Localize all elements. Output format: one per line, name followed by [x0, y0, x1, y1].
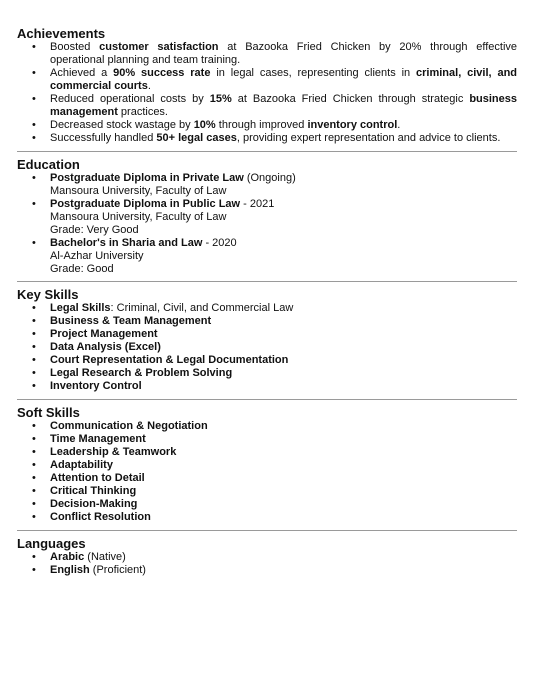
achievement-text: criminal, civil, and commercial courts [50, 67, 518, 92]
achievement-text: in legal cases, representing clients in [210, 67, 417, 79]
list-item [17, 328, 517, 341]
achievements-list [17, 41, 517, 145]
section-heading-achievements: Achievements [17, 26, 106, 41]
skill-name: Court Representation & Legal Documentation [50, 354, 289, 366]
soft-skill-name: Conflict Resolution [50, 511, 151, 523]
soft-skill-name: Leadership & Teamwork [50, 446, 177, 458]
list-item [17, 41, 517, 67]
achievement-text: Decreased stock wastage by [50, 119, 194, 131]
language-name: Arabic [50, 551, 85, 563]
list-item [17, 446, 517, 459]
bullet-icon: • [32, 485, 36, 497]
degree-title: Bachelor's in Sharia and Law [50, 237, 203, 249]
education-detail: Grade: Very Good [50, 224, 139, 236]
education-detail: Al-Azhar University [50, 250, 144, 262]
education-section [17, 157, 517, 276]
soft-skill-name: Decision-Making [50, 498, 138, 510]
skill-detail: : Criminal, Civil, and Commercial Law [110, 302, 294, 314]
list-item [17, 485, 517, 498]
list-item [17, 498, 517, 511]
soft-skills-list [17, 420, 517, 524]
soft-skill-name: Attention to Detail [50, 472, 145, 484]
list-item [17, 302, 517, 315]
achievement-text: Successfully handled [50, 132, 157, 144]
bullet-icon: • [32, 498, 36, 510]
list-item [17, 420, 517, 433]
education-detail: Mansoura University, Faculty of Law [50, 185, 227, 197]
achievement-text: 15% [209, 93, 232, 105]
list-item [17, 380, 517, 393]
bullet-icon: • [32, 41, 36, 53]
bullet-icon: • [32, 237, 36, 249]
list-item [17, 564, 517, 577]
skill-name: Inventory Control [50, 380, 142, 392]
bullet-icon: • [32, 172, 36, 184]
bullet-icon: • [32, 433, 36, 445]
list-item [17, 237, 517, 250]
list-item [17, 132, 517, 145]
bullet-icon: • [32, 132, 36, 144]
soft-skill-name: Critical Thinking [50, 485, 137, 497]
bullet-icon: • [32, 302, 36, 314]
bullet-icon: • [32, 328, 36, 340]
list-item [17, 198, 517, 211]
achievement-text: Reduced operational costs by [50, 93, 210, 105]
list-item [17, 354, 517, 367]
soft-skills-section [17, 405, 517, 524]
bullet-icon: • [32, 93, 36, 105]
degree-title: Postgraduate Diploma in Private Law [50, 172, 244, 184]
achievements-section [17, 26, 517, 145]
section-heading-languages: Languages [17, 536, 86, 551]
skill-name: Data Analysis (Excel) [50, 341, 161, 353]
degree-suffix: (Ongoing) [243, 172, 296, 184]
bullet-icon: • [32, 420, 36, 432]
section-divider [17, 281, 517, 282]
skill-name: Project Management [50, 328, 158, 340]
language-level: (Proficient) [89, 564, 146, 576]
list-item [17, 67, 517, 93]
soft-skill-name: Adaptability [50, 459, 113, 471]
education-detail: Mansoura University, Faculty of Law [50, 211, 227, 223]
list-item [17, 341, 517, 354]
bullet-icon: • [32, 380, 36, 392]
list-item [17, 433, 517, 446]
degree-title: Postgraduate Diploma in Public Law [50, 198, 241, 210]
languages-section [17, 536, 517, 577]
achievement-text: at Bazooka Fried Chicken through strategic [231, 93, 470, 105]
languages-list [17, 551, 517, 577]
list-item [17, 93, 517, 119]
soft-skill-name: Communication & Negotiation [50, 420, 208, 432]
section-divider [17, 399, 517, 400]
education-list [17, 172, 517, 276]
bullet-icon: • [32, 67, 36, 79]
list-item [17, 315, 517, 328]
bullet-icon: • [32, 367, 36, 379]
achievement-text: 50+ legal cases [156, 132, 237, 144]
language-name: English [50, 564, 90, 576]
achievement-text: inventory control [307, 119, 398, 131]
achievement-text: 90% success rate [113, 67, 211, 79]
achievement-text: 10% [193, 119, 216, 131]
achievement-text: at Bazooka Fried Chicken by 20% through effective operational planning and team training. [50, 41, 518, 66]
bullet-icon: • [32, 315, 36, 327]
education-detail: Grade: Good [50, 263, 114, 275]
bullet-icon: • [32, 446, 36, 458]
bullet-icon: • [32, 459, 36, 471]
key-skills-section [17, 287, 517, 393]
list-item [17, 367, 517, 380]
section-heading-education: Education [17, 157, 80, 172]
list-item [17, 119, 517, 132]
list-item [17, 459, 517, 472]
list-item [17, 172, 517, 185]
section-heading-key-skills: Key Skills [17, 287, 79, 302]
achievement-text: . [397, 119, 401, 131]
list-item [17, 511, 517, 524]
achievement-text: . [147, 80, 151, 92]
list-item [17, 551, 517, 564]
key-skills-list [17, 302, 517, 393]
achievement-text: customer satisfaction [99, 41, 219, 53]
bullet-icon: • [32, 472, 36, 484]
bullet-icon: • [32, 564, 36, 576]
achievement-text: Achieved a [50, 67, 114, 79]
achievement-text: business management [50, 93, 517, 118]
bullet-icon: • [32, 198, 36, 210]
skill-name: Legal Research & Problem Solving [50, 367, 233, 379]
soft-skill-name: Time Management [50, 433, 146, 445]
achievement-text: practices. [117, 106, 168, 118]
bullet-icon: • [32, 341, 36, 353]
degree-suffix: - 2020 [202, 237, 237, 249]
section-divider [17, 151, 517, 152]
achievement-text: Boosted [50, 41, 100, 53]
bullet-icon: • [32, 119, 36, 131]
degree-suffix: - 2021 [240, 198, 275, 210]
skill-name: Business & Team Management [50, 315, 212, 327]
achievement-text: , providing expert representation and advice to clients. [236, 132, 501, 144]
achievement-text: through improved [215, 119, 308, 131]
bullet-icon: • [32, 354, 36, 366]
bullet-icon: • [32, 551, 36, 563]
bullet-icon: • [32, 511, 36, 523]
language-level: (Native) [84, 551, 126, 563]
skill-name: Legal Skills [50, 302, 111, 314]
section-heading-soft-skills: Soft Skills [17, 405, 80, 420]
section-divider [17, 530, 517, 531]
list-item [17, 472, 517, 485]
